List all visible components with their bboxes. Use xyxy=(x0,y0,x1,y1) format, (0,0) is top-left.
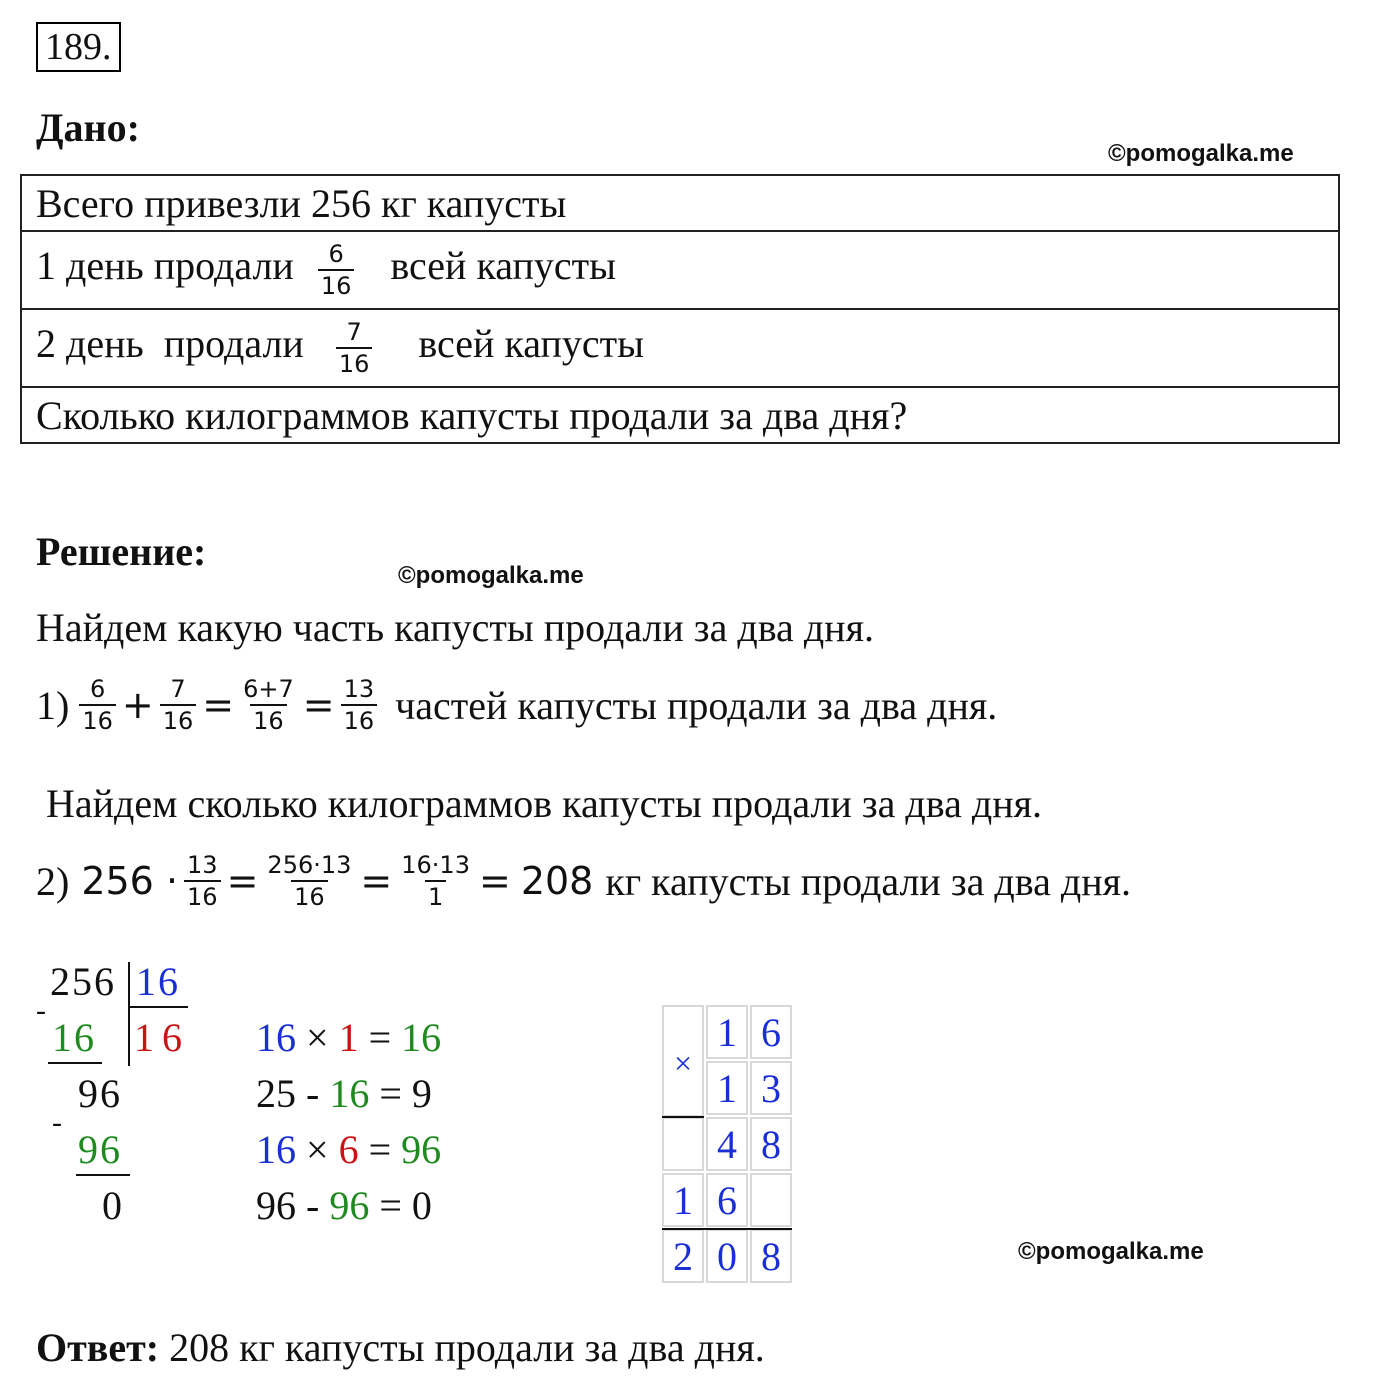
given-table xyxy=(20,174,1340,444)
step2-intro: Найдем сколько килограммов капусты продали за два дня. xyxy=(46,781,1042,826)
grid-r4-c0: 1 xyxy=(662,1173,704,1227)
grid-r1-c2: 6 xyxy=(750,1005,792,1059)
c3-r: 96 xyxy=(401,1127,442,1172)
grid-r3-c1: 4 xyxy=(706,1117,748,1171)
step1-line xyxy=(36,676,997,734)
check-line-1 xyxy=(256,1014,441,1061)
step2-start: 256 · xyxy=(81,859,179,903)
step2-fb-den: 16 xyxy=(291,880,328,910)
step1-fb-num: 7 xyxy=(170,675,186,703)
step1-fc-den: 16 xyxy=(250,704,287,734)
ld-subtrahend-2: 96 xyxy=(78,1127,122,1172)
ld-minus-2: - xyxy=(52,1106,62,1139)
given-heading: Дано: xyxy=(36,105,140,150)
c2-b: 16 xyxy=(329,1071,370,1116)
ld-remainder-2: 0 xyxy=(102,1183,124,1228)
c3-b: 6 xyxy=(338,1127,359,1172)
multiply-sign: × xyxy=(662,1005,704,1117)
step1-fraction-c xyxy=(240,676,297,734)
step1-fa-den: 16 xyxy=(79,704,116,734)
day2-numerator: 7 xyxy=(346,318,362,346)
c1-a: 16 xyxy=(256,1015,296,1060)
step2-fa-num: 13 xyxy=(187,851,218,879)
step2-line xyxy=(36,852,1131,910)
step2-fraction-c xyxy=(398,852,473,910)
given-row-total xyxy=(21,175,1339,231)
c2-r: 9 xyxy=(411,1071,432,1116)
day2-suffix: всей капусты xyxy=(418,321,645,367)
step1-fraction-a xyxy=(79,676,116,734)
check-line-4 xyxy=(256,1182,432,1229)
c1-op: × xyxy=(306,1015,329,1060)
step2-equals-1: = xyxy=(226,859,259,903)
c3-op: × xyxy=(306,1127,329,1172)
ld-remainder-1: 96 xyxy=(78,1071,122,1116)
solution-heading: Решение: xyxy=(36,529,207,574)
given-total-text: Всего привезли 256 кг капусты xyxy=(21,175,1339,231)
given-row-day2 xyxy=(21,309,1339,387)
step2-result: 208 xyxy=(520,859,594,903)
day2-fraction xyxy=(336,319,373,377)
grid-rule-1 xyxy=(662,1116,704,1118)
step2-fraction-a xyxy=(184,852,221,910)
step1-fc-num: 6+7 xyxy=(243,675,294,703)
ld-quotient-digit-1: 1 xyxy=(134,1015,156,1060)
step2-label: 2) xyxy=(36,858,70,904)
step2-text: кг капусты продали за два дня. xyxy=(605,858,1132,904)
step1-fraction-b xyxy=(160,676,197,734)
step1-plus: + xyxy=(121,683,154,727)
grid-r4-c1: 6 xyxy=(706,1173,748,1227)
day2-prefix: 2 день продали xyxy=(36,321,304,367)
ld-quotient-digit-2: 6 xyxy=(162,1015,184,1060)
day1-numerator: 6 xyxy=(328,240,344,268)
given-row-question xyxy=(21,387,1339,443)
grid-empty-cell xyxy=(662,1117,704,1171)
step2-fc-num: 16·13 xyxy=(401,851,470,879)
check-line-2 xyxy=(256,1070,432,1117)
step1-text: частей капусты продали за два дня. xyxy=(395,682,998,728)
step1-equals-1: = xyxy=(202,683,235,727)
day2-denominator: 16 xyxy=(336,347,373,377)
watermark-bottom: ©pomogalka.me xyxy=(1018,1238,1204,1265)
step2-fa-den: 16 xyxy=(184,880,221,910)
grid-r1-c1: 1 xyxy=(706,1005,748,1059)
step2-equals-2: = xyxy=(360,859,393,903)
step2-fb-num: 256·13 xyxy=(267,851,352,879)
given-question-text: Сколько килограммов капусты продали за два дня? xyxy=(21,387,1339,443)
c4-r: 0 xyxy=(411,1183,432,1228)
day1-prefix: 1 день продали xyxy=(36,243,294,289)
step2-equals-3: = xyxy=(478,859,511,903)
c4-a: 96 xyxy=(256,1183,296,1228)
ld-divisor-underline xyxy=(128,1006,188,1008)
step1-equals-2: = xyxy=(302,683,335,727)
step2-fraction-b xyxy=(264,852,354,910)
step1-intro: Найдем какую часть капусты продали за два дня. xyxy=(36,605,874,650)
c1-r: 16 xyxy=(401,1015,442,1060)
answer-line xyxy=(36,1324,765,1371)
step1-fraction-d xyxy=(341,676,378,734)
c2-op: - xyxy=(306,1071,320,1116)
step1-fd-num: 13 xyxy=(343,675,375,703)
ld-divisor: 16 xyxy=(136,959,180,1004)
step1-label: 1) xyxy=(36,682,70,728)
step1-fb-den: 16 xyxy=(160,704,197,734)
grid-r2-c2: 3 xyxy=(750,1061,792,1115)
grid-r5-c0: 2 xyxy=(662,1229,704,1283)
answer-label: Ответ: xyxy=(36,1325,160,1370)
ld-rule-1 xyxy=(48,1062,102,1064)
grid-r4-c2-empty xyxy=(750,1173,792,1227)
c3-eq: = xyxy=(368,1127,392,1172)
watermark-middle: ©pomogalka.me xyxy=(398,562,584,589)
answer-text: 208 кг капусты продали за два дня. xyxy=(169,1325,765,1370)
c1-b: 1 xyxy=(338,1015,359,1060)
grid-r3-c2: 8 xyxy=(750,1117,792,1171)
problem-number: 189. xyxy=(36,22,121,72)
step1-fd-den: 16 xyxy=(341,704,378,734)
c4-eq: = xyxy=(379,1183,402,1228)
watermark-top: ©pomogalka.me xyxy=(1108,140,1294,167)
ld-vertical-line xyxy=(128,962,130,1066)
given-row-day1 xyxy=(21,231,1339,309)
step2-fc-den: 1 xyxy=(425,880,446,910)
c4-b: 96 xyxy=(329,1183,370,1228)
ld-subtrahend-1: 16 xyxy=(52,1015,96,1060)
day1-fraction xyxy=(318,241,355,299)
c1-eq: = xyxy=(368,1015,392,1060)
c2-eq: = xyxy=(379,1071,402,1116)
check-line-3 xyxy=(256,1126,441,1173)
c3-a: 16 xyxy=(256,1127,296,1172)
day1-denominator: 16 xyxy=(318,269,355,299)
c4-op: - xyxy=(306,1183,320,1228)
grid-r5-c1: 0 xyxy=(706,1229,748,1283)
ld-rule-2 xyxy=(76,1174,130,1176)
grid-rule-2 xyxy=(662,1228,792,1230)
grid-r2-c1: 1 xyxy=(706,1061,748,1115)
ld-minus-1: - xyxy=(36,994,46,1027)
step1-fa-num: 6 xyxy=(89,675,106,703)
day1-suffix: всей капусты xyxy=(390,243,617,289)
ld-dividend: 256 xyxy=(50,959,116,1004)
grid-r5-c2: 8 xyxy=(750,1229,792,1283)
c2-a: 25 xyxy=(256,1071,296,1116)
